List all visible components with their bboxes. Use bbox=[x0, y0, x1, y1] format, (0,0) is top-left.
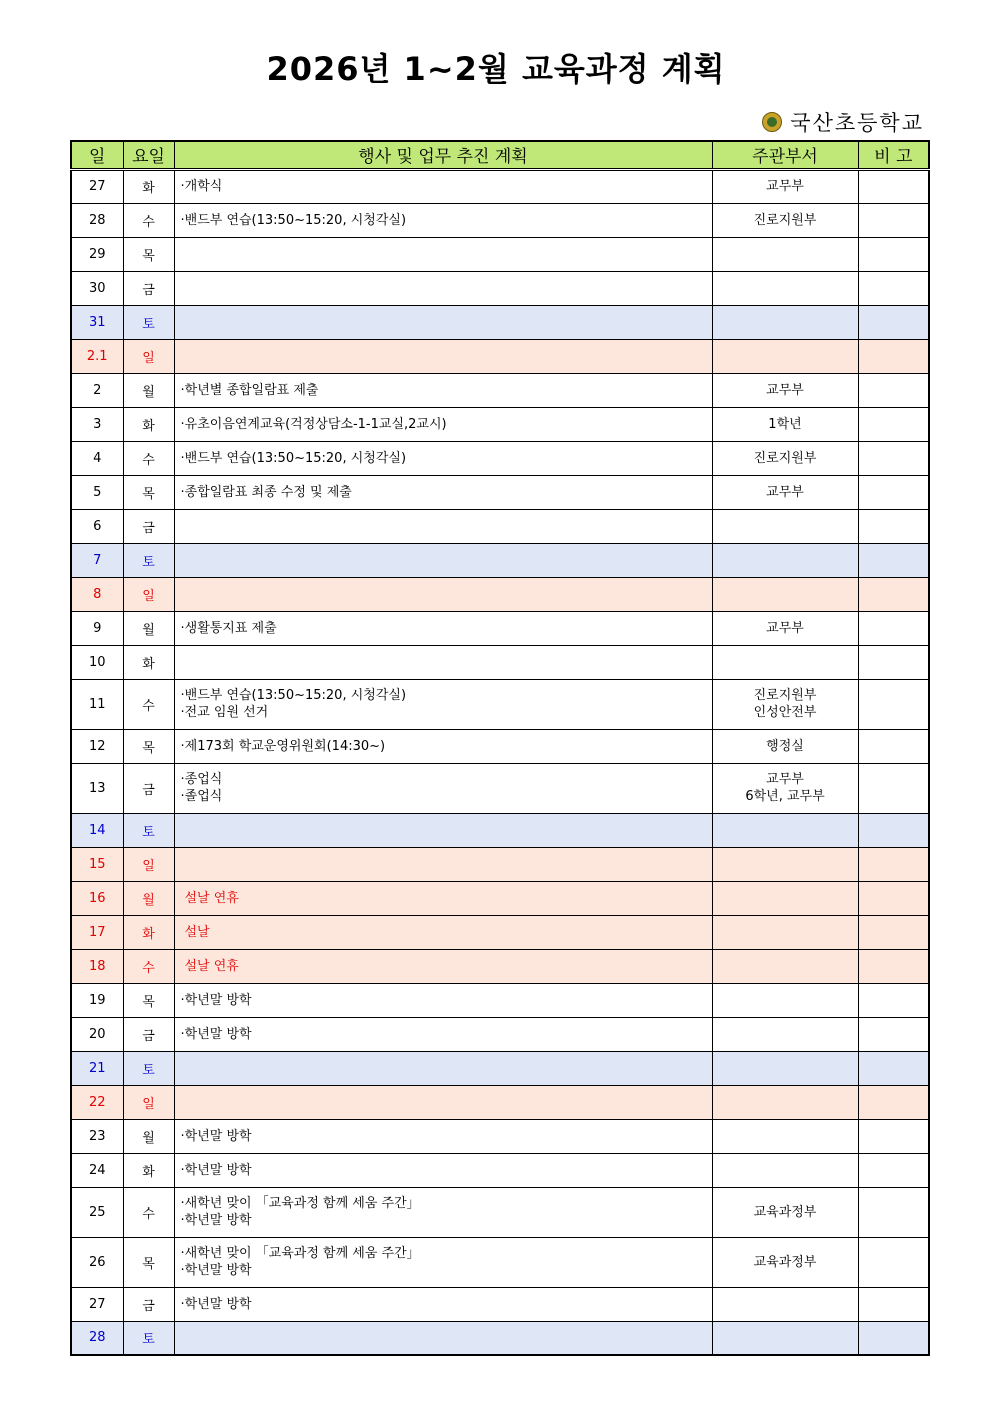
events-cell bbox=[174, 983, 712, 1017]
department-cell bbox=[712, 169, 858, 203]
event-line: ·학년말 방학 bbox=[180, 1213, 252, 1228]
department-cell bbox=[712, 305, 858, 339]
event-line: ·종업식 bbox=[180, 772, 223, 787]
event-line: ·학년말 방학 bbox=[180, 1026, 252, 1042]
day-cell: 4 bbox=[71, 441, 123, 475]
weekday-cell: 월 bbox=[123, 1119, 174, 1153]
event-line: ·학년말 방학 bbox=[180, 992, 252, 1008]
department-cell bbox=[712, 441, 858, 475]
department-cell bbox=[712, 1153, 858, 1187]
table-row bbox=[71, 237, 929, 271]
table-row bbox=[71, 611, 929, 645]
department-cell bbox=[712, 645, 858, 679]
remarks-cell bbox=[858, 1287, 929, 1321]
remarks-cell bbox=[858, 1153, 929, 1187]
remarks-cell bbox=[858, 577, 929, 611]
weekday-cell: 월 bbox=[123, 881, 174, 915]
department-cell bbox=[712, 949, 858, 983]
department-cell bbox=[712, 1321, 858, 1355]
remarks-cell bbox=[858, 611, 929, 645]
event-line: 설날 연휴 bbox=[184, 890, 239, 906]
department-cell bbox=[712, 509, 858, 543]
department-line: 진로지원부 bbox=[753, 688, 817, 703]
day-cell: 8 bbox=[71, 577, 123, 611]
weekday-cell: 화 bbox=[123, 1153, 174, 1187]
school-name: 국산초등학교 bbox=[790, 111, 924, 135]
header-remarks: 비 고 bbox=[858, 141, 929, 169]
remarks-cell bbox=[858, 1187, 929, 1237]
remarks-cell bbox=[858, 881, 929, 915]
event-line: ·개학식 bbox=[180, 179, 223, 194]
remarks-cell bbox=[858, 1119, 929, 1153]
event-line: ·학년말 방학 bbox=[180, 1128, 252, 1144]
weekday-cell: 목 bbox=[123, 237, 174, 271]
weekday-cell: 목 bbox=[123, 729, 174, 763]
events-cell bbox=[174, 509, 712, 543]
table-row bbox=[71, 1153, 929, 1187]
weekday-cell: 토 bbox=[123, 1051, 174, 1085]
day-cell: 27 bbox=[71, 1287, 123, 1321]
events-cell bbox=[174, 543, 712, 577]
department-cell bbox=[712, 915, 858, 949]
department-cell bbox=[712, 543, 858, 577]
table-row bbox=[71, 577, 929, 611]
department-cell bbox=[712, 813, 858, 847]
day-cell: 13 bbox=[71, 763, 123, 813]
events-cell bbox=[174, 881, 712, 915]
table-row bbox=[71, 339, 929, 373]
event-line: ·새학년 맞이 「교육과정 함께 세움 주간」 bbox=[180, 1246, 420, 1261]
table-row bbox=[71, 1187, 929, 1237]
events-cell bbox=[174, 1321, 712, 1355]
day-cell: 31 bbox=[71, 305, 123, 339]
day-cell: 21 bbox=[71, 1051, 123, 1085]
day-cell: 19 bbox=[71, 983, 123, 1017]
remarks-cell bbox=[858, 1085, 929, 1119]
events-cell bbox=[174, 1051, 712, 1085]
remarks-cell bbox=[858, 271, 929, 305]
table-row bbox=[71, 915, 929, 949]
events-cell bbox=[174, 203, 712, 237]
department-cell bbox=[712, 1085, 858, 1119]
day-cell: 20 bbox=[71, 1017, 123, 1051]
event-line: ·생활통지표 제출 bbox=[180, 620, 277, 636]
event-line: ·밴드부 연습(13:50~15:20, 시청각실) bbox=[180, 688, 407, 703]
day-cell: 9 bbox=[71, 611, 123, 645]
department-cell bbox=[712, 577, 858, 611]
day-cell: 12 bbox=[71, 729, 123, 763]
day-cell: 2.1 bbox=[71, 339, 123, 373]
department-line: 6학년, 교무부 bbox=[745, 789, 825, 804]
weekday-cell: 목 bbox=[123, 475, 174, 509]
events-cell bbox=[174, 763, 712, 813]
weekday-cell: 화 bbox=[123, 407, 174, 441]
table-row bbox=[71, 813, 929, 847]
department-line: 교무부 bbox=[766, 620, 804, 636]
event-line: ·학년말 방학 bbox=[180, 1296, 252, 1312]
department-cell bbox=[712, 373, 858, 407]
day-cell: 24 bbox=[71, 1153, 123, 1187]
department-cell bbox=[712, 847, 858, 881]
weekday-cell: 토 bbox=[123, 813, 174, 847]
events-cell bbox=[174, 1085, 712, 1119]
department-line: 인성안전부 bbox=[753, 705, 817, 720]
events-cell bbox=[174, 407, 712, 441]
remarks-cell bbox=[858, 1017, 929, 1051]
event-line: ·전교 임원 선거 bbox=[180, 705, 269, 720]
weekday-cell: 수 bbox=[123, 203, 174, 237]
day-cell: 6 bbox=[71, 509, 123, 543]
table-row bbox=[71, 881, 929, 915]
remarks-cell bbox=[858, 203, 929, 237]
header-department: 주관부서 bbox=[712, 141, 858, 169]
weekday-cell: 수 bbox=[123, 679, 174, 729]
department-cell bbox=[712, 1119, 858, 1153]
weekday-cell: 일 bbox=[123, 1085, 174, 1119]
table-row bbox=[71, 1287, 929, 1321]
department-line: 교무부 bbox=[766, 484, 804, 500]
events-cell bbox=[174, 1119, 712, 1153]
day-cell: 25 bbox=[71, 1187, 123, 1237]
school-label bbox=[762, 109, 924, 135]
event-line: ·학년말 방학 bbox=[180, 1162, 252, 1178]
day-cell: 3 bbox=[71, 407, 123, 441]
remarks-cell bbox=[858, 407, 929, 441]
remarks-cell bbox=[858, 949, 929, 983]
department-cell bbox=[712, 271, 858, 305]
department-cell bbox=[712, 611, 858, 645]
table-row bbox=[71, 1237, 929, 1287]
department-line: 교육과정부 bbox=[753, 1254, 817, 1270]
department-cell bbox=[712, 407, 858, 441]
table-row bbox=[71, 475, 929, 509]
events-cell bbox=[174, 1187, 712, 1237]
weekday-cell: 금 bbox=[123, 763, 174, 813]
remarks-cell bbox=[858, 679, 929, 729]
day-cell: 23 bbox=[71, 1119, 123, 1153]
events-cell bbox=[174, 611, 712, 645]
weekday-cell: 화 bbox=[123, 915, 174, 949]
events-cell bbox=[174, 915, 712, 949]
department-line: 교무부 bbox=[766, 179, 804, 194]
remarks-cell bbox=[858, 813, 929, 847]
header-row bbox=[71, 141, 929, 169]
day-cell: 14 bbox=[71, 813, 123, 847]
table-row bbox=[71, 645, 929, 679]
header-events: 행사 및 업무 추진 계획 bbox=[174, 141, 712, 169]
day-cell: 28 bbox=[71, 1321, 123, 1355]
department-cell bbox=[712, 1051, 858, 1085]
day-cell: 5 bbox=[71, 475, 123, 509]
department-cell bbox=[712, 763, 858, 813]
day-cell: 27 bbox=[71, 169, 123, 203]
weekday-cell: 일 bbox=[123, 577, 174, 611]
weekday-cell: 화 bbox=[123, 645, 174, 679]
events-cell bbox=[174, 577, 712, 611]
department-cell bbox=[712, 1017, 858, 1051]
department-line: 교무부 bbox=[766, 772, 804, 787]
table-row bbox=[71, 271, 929, 305]
events-cell bbox=[174, 169, 712, 203]
table-row bbox=[71, 169, 929, 203]
table-row bbox=[71, 373, 929, 407]
remarks-cell bbox=[858, 915, 929, 949]
events-cell bbox=[174, 847, 712, 881]
department-line: 1학년 bbox=[768, 416, 802, 432]
events-cell bbox=[174, 271, 712, 305]
table-row bbox=[71, 679, 929, 729]
school-emblem-icon bbox=[762, 112, 782, 132]
department-line: 교무부 bbox=[766, 382, 804, 398]
table-row bbox=[71, 847, 929, 881]
department-cell bbox=[712, 203, 858, 237]
day-cell: 30 bbox=[71, 271, 123, 305]
table-row bbox=[71, 729, 929, 763]
remarks-cell bbox=[858, 1321, 929, 1355]
day-cell: 17 bbox=[71, 915, 123, 949]
remarks-cell bbox=[858, 763, 929, 813]
events-cell bbox=[174, 645, 712, 679]
event-line: 설날 bbox=[184, 924, 210, 940]
day-cell: 10 bbox=[71, 645, 123, 679]
header-weekday: 요일 bbox=[123, 141, 174, 169]
weekday-cell: 월 bbox=[123, 373, 174, 407]
table-row bbox=[71, 1051, 929, 1085]
weekday-cell: 일 bbox=[123, 339, 174, 373]
department-cell bbox=[712, 339, 858, 373]
department-cell bbox=[712, 1187, 858, 1237]
event-line: ·밴드부 연습(13:50~15:20, 시청각실) bbox=[180, 212, 407, 228]
events-cell bbox=[174, 237, 712, 271]
remarks-cell bbox=[858, 373, 929, 407]
day-cell: 15 bbox=[71, 847, 123, 881]
department-cell bbox=[712, 1287, 858, 1321]
events-cell bbox=[174, 1153, 712, 1187]
events-cell bbox=[174, 729, 712, 763]
events-cell bbox=[174, 813, 712, 847]
department-line: 교육과정부 bbox=[753, 1204, 817, 1220]
weekday-cell: 토 bbox=[123, 305, 174, 339]
department-line: 행정실 bbox=[766, 738, 804, 754]
events-cell bbox=[174, 475, 712, 509]
day-cell: 7 bbox=[71, 543, 123, 577]
event-line: ·유초이음연계교육(걱정상담소-1-1교실,2교시) bbox=[180, 416, 447, 432]
event-line: 설날 연휴 bbox=[184, 958, 239, 974]
weekday-cell: 토 bbox=[123, 1321, 174, 1355]
day-cell: 29 bbox=[71, 237, 123, 271]
events-cell bbox=[174, 949, 712, 983]
weekday-cell: 목 bbox=[123, 983, 174, 1017]
weekday-cell: 화 bbox=[123, 169, 174, 203]
remarks-cell bbox=[858, 1237, 929, 1287]
header-day: 일 bbox=[71, 141, 123, 169]
department-cell bbox=[712, 983, 858, 1017]
remarks-cell bbox=[858, 305, 929, 339]
remarks-cell bbox=[858, 509, 929, 543]
events-cell bbox=[174, 305, 712, 339]
day-cell: 26 bbox=[71, 1237, 123, 1287]
event-line: ·졸업식 bbox=[180, 789, 223, 804]
event-line: ·새학년 맞이 「교육과정 함께 세움 주간」 bbox=[180, 1196, 420, 1211]
event-line: ·밴드부 연습(13:50~15:20, 시청각실) bbox=[180, 450, 407, 466]
remarks-cell bbox=[858, 543, 929, 577]
table-row bbox=[71, 983, 929, 1017]
event-line: ·학년말 방학 bbox=[180, 1263, 252, 1278]
weekday-cell: 수 bbox=[123, 949, 174, 983]
day-cell: 18 bbox=[71, 949, 123, 983]
table-row bbox=[71, 1119, 929, 1153]
weekday-cell: 토 bbox=[123, 543, 174, 577]
department-line: 진로지원부 bbox=[753, 450, 817, 466]
events-cell bbox=[174, 441, 712, 475]
weekday-cell: 금 bbox=[123, 271, 174, 305]
department-line: 진로지원부 bbox=[753, 212, 817, 228]
department-cell bbox=[712, 237, 858, 271]
table-row bbox=[71, 203, 929, 237]
weekday-cell: 금 bbox=[123, 1287, 174, 1321]
remarks-cell bbox=[858, 983, 929, 1017]
department-cell bbox=[712, 881, 858, 915]
events-cell bbox=[174, 1017, 712, 1051]
events-cell bbox=[174, 679, 712, 729]
table-row bbox=[71, 543, 929, 577]
table-row bbox=[71, 407, 929, 441]
day-cell: 11 bbox=[71, 679, 123, 729]
day-cell: 16 bbox=[71, 881, 123, 915]
remarks-cell bbox=[858, 475, 929, 509]
department-cell bbox=[712, 679, 858, 729]
table-row bbox=[71, 305, 929, 339]
schedule-table bbox=[70, 140, 930, 1356]
weekday-cell: 수 bbox=[123, 441, 174, 475]
remarks-cell bbox=[858, 645, 929, 679]
remarks-cell bbox=[858, 169, 929, 203]
table-row bbox=[71, 1085, 929, 1119]
events-cell bbox=[174, 1237, 712, 1287]
table-row bbox=[71, 441, 929, 475]
department-cell bbox=[712, 1237, 858, 1287]
table-row bbox=[71, 763, 929, 813]
weekday-cell: 금 bbox=[123, 509, 174, 543]
remarks-cell bbox=[858, 847, 929, 881]
table-row bbox=[71, 1017, 929, 1051]
events-cell bbox=[174, 373, 712, 407]
weekday-cell: 수 bbox=[123, 1187, 174, 1237]
department-cell bbox=[712, 475, 858, 509]
day-cell: 2 bbox=[71, 373, 123, 407]
events-cell bbox=[174, 1287, 712, 1321]
remarks-cell bbox=[858, 237, 929, 271]
weekday-cell: 월 bbox=[123, 611, 174, 645]
remarks-cell bbox=[858, 441, 929, 475]
table-row bbox=[71, 949, 929, 983]
remarks-cell bbox=[858, 1051, 929, 1085]
weekday-cell: 일 bbox=[123, 847, 174, 881]
event-line: ·학년별 종합일람표 제출 bbox=[180, 382, 319, 398]
remarks-cell bbox=[858, 729, 929, 763]
weekday-cell: 목 bbox=[123, 1237, 174, 1287]
weekday-cell: 금 bbox=[123, 1017, 174, 1051]
table-row bbox=[71, 1321, 929, 1355]
day-cell: 22 bbox=[71, 1085, 123, 1119]
day-cell: 28 bbox=[71, 203, 123, 237]
event-line: ·종합일람표 최종 수정 및 제출 bbox=[180, 484, 352, 500]
remarks-cell bbox=[858, 339, 929, 373]
table-row bbox=[71, 509, 929, 543]
event-line: ·제173회 학교운영위원회(14:30~) bbox=[180, 738, 386, 754]
events-cell bbox=[174, 339, 712, 373]
page-title: 2026년 1~2월 교육과정 계획 bbox=[266, 50, 726, 88]
department-cell bbox=[712, 729, 858, 763]
